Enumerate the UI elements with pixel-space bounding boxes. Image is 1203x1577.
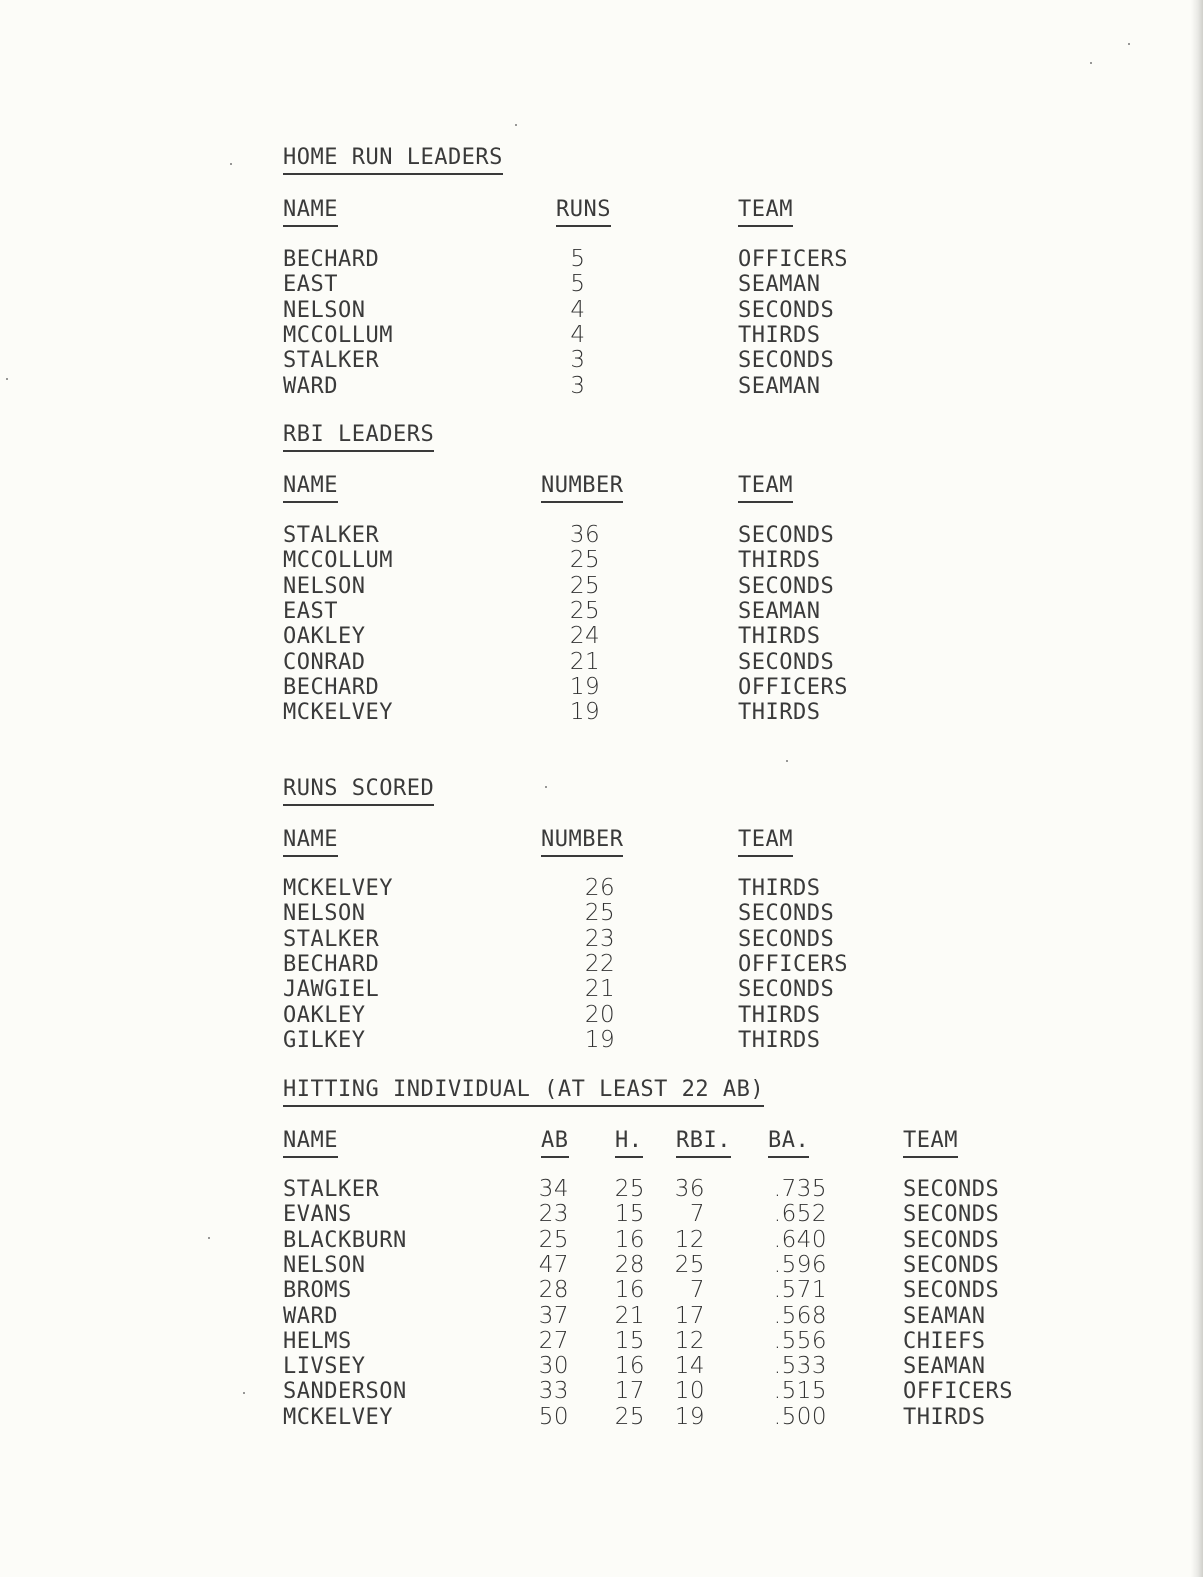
row-team: SECONDS [903, 1227, 1000, 1253]
row-rbi: 19 [674, 1403, 705, 1430]
row-ba: .640 [773, 1226, 827, 1253]
row-ba: .556 [773, 1327, 827, 1354]
row-team: SECONDS [738, 649, 835, 675]
row-name: EAST [283, 272, 338, 298]
row-value: 26 [584, 875, 616, 901]
row-team: SECONDS [903, 1202, 1000, 1228]
row-ab: 28 [538, 1277, 569, 1304]
column-header-h: H. [615, 1128, 643, 1158]
row-ba: .515 [773, 1378, 827, 1405]
row-team: SECONDS [738, 297, 835, 323]
row-value: 5 [570, 246, 586, 272]
row-name: MCKELVEY [283, 1404, 393, 1430]
row-team: SEAMAN [903, 1354, 986, 1380]
row-value: 4 [570, 296, 586, 323]
row-team: SECONDS [738, 926, 835, 952]
row-rbi: 10 [674, 1378, 705, 1405]
row-value: 3 [570, 347, 586, 374]
row-name: JAWGIEL [283, 977, 380, 1003]
row-value: 4 [570, 321, 586, 348]
row-rbi: 36 [674, 1176, 705, 1202]
row-team: THIRDS [903, 1404, 986, 1430]
row-h: 16 [614, 1226, 645, 1253]
row-name: STALKER [283, 1177, 380, 1202]
row-team: SECONDS [738, 573, 835, 599]
row-name: BECHARD [283, 951, 380, 977]
speck [515, 124, 517, 126]
row-value: 3 [570, 372, 586, 399]
row-ba: .735 [773, 1176, 827, 1202]
hitting-title: HITTING INDIVIDUAL (AT LEAST 22 AB) [283, 1077, 764, 1107]
row-ba: .568 [773, 1302, 827, 1329]
row-value: 19 [584, 1026, 616, 1053]
row-name: NELSON [283, 901, 366, 927]
row-team: SEAMAN [903, 1303, 986, 1329]
row-h: 21 [614, 1302, 645, 1329]
home-run-title: HOME RUN LEADERS [283, 145, 503, 175]
row-team: THIRDS [738, 876, 821, 901]
row-value: 21 [569, 648, 601, 675]
row-team: CHIEFS [903, 1328, 986, 1354]
row-value: 19 [569, 699, 601, 726]
row-value: 25 [569, 572, 601, 599]
row-ab: 37 [538, 1302, 569, 1329]
row-ab: 34 [538, 1176, 569, 1202]
row-ba: .533 [773, 1353, 827, 1380]
column-header-ab: AB [541, 1128, 569, 1158]
row-name: EVANS [283, 1202, 352, 1228]
row-team: THIRDS [738, 548, 821, 574]
column-header-team: TEAM [738, 473, 793, 503]
row-value: 23 [584, 925, 616, 952]
row-name: OAKLEY [283, 1002, 366, 1028]
row-name: MCCOLLUM [283, 322, 393, 348]
row-name: NELSON [283, 297, 366, 323]
row-value: 36 [569, 522, 601, 548]
row-name: SANDERSON [283, 1379, 407, 1405]
column-header-value: NUMBER [541, 473, 623, 503]
row-team: OFFICERS [903, 1379, 1013, 1405]
speck [6, 378, 8, 380]
row-h: 25 [614, 1403, 645, 1430]
row-ab: 47 [538, 1251, 569, 1278]
row-value: 25 [584, 900, 616, 927]
row-rbi: 25 [674, 1251, 705, 1278]
row-name: OAKLEY [283, 624, 366, 650]
row-name: HELMS [283, 1328, 352, 1354]
row-name: MCKELVEY [283, 876, 393, 901]
column-header-value: NUMBER [541, 827, 623, 857]
row-value: 5 [570, 271, 586, 298]
column-header-name: NAME [283, 197, 338, 227]
column-header-ba: BA. [768, 1128, 809, 1158]
row-ab: 33 [538, 1378, 569, 1405]
row-team: SECONDS [738, 901, 835, 927]
speck [243, 1392, 245, 1394]
row-team: THIRDS [738, 1002, 821, 1028]
row-value: 22 [584, 950, 616, 977]
row-ab: 50 [538, 1403, 569, 1430]
row-ab: 27 [538, 1327, 569, 1354]
row-name: STALKER [283, 523, 380, 548]
speck [1128, 43, 1130, 45]
row-h: 17 [614, 1378, 645, 1405]
row-team: SECONDS [903, 1252, 1000, 1278]
row-h: 16 [614, 1277, 645, 1304]
row-name: BECHARD [283, 247, 380, 272]
row-rbi: 7 [689, 1201, 705, 1228]
row-team: SEAMAN [738, 598, 821, 624]
row-ab: 30 [538, 1353, 569, 1380]
runs-scored-title: RUNS SCORED [283, 776, 434, 806]
row-name: BLACKBURN [283, 1227, 407, 1253]
row-team: SEAMAN [738, 373, 821, 399]
column-header-value: RUNS [556, 197, 611, 227]
row-team: SEAMAN [738, 272, 821, 298]
row-ba: .571 [773, 1277, 827, 1304]
row-team: OFFICERS [738, 951, 848, 977]
row-h: 15 [614, 1201, 645, 1228]
row-name: CONRAD [283, 649, 366, 675]
row-name: STALKER [283, 348, 380, 374]
column-header-team: TEAM [738, 197, 793, 227]
row-name: STALKER [283, 926, 380, 952]
row-name: EAST [283, 598, 338, 624]
row-rbi: 14 [674, 1353, 705, 1380]
row-name: BROMS [283, 1278, 352, 1304]
row-value: 25 [569, 547, 601, 574]
row-team: THIRDS [738, 700, 821, 726]
row-name: LIVSEY [283, 1354, 366, 1380]
speck [545, 786, 547, 788]
row-team: THIRDS [738, 322, 821, 348]
row-team: SECONDS [903, 1177, 1000, 1202]
row-team: SECONDS [738, 977, 835, 1003]
row-ba: .652 [773, 1201, 827, 1228]
row-rbi: 17 [674, 1302, 705, 1329]
row-name: NELSON [283, 1252, 366, 1278]
row-name: WARD [283, 373, 338, 399]
column-header-rbi: RBI. [676, 1128, 731, 1158]
row-team: OFFICERS [738, 674, 848, 700]
row-name: MCKELVEY [283, 700, 393, 726]
row-ab: 23 [538, 1201, 569, 1228]
row-ba: .500 [773, 1403, 827, 1430]
speck [786, 760, 788, 762]
row-ba: .596 [773, 1251, 827, 1278]
row-h: 16 [614, 1353, 645, 1380]
row-team: SECONDS [738, 523, 835, 548]
row-name: NELSON [283, 573, 366, 599]
row-ab: 25 [538, 1226, 569, 1253]
row-team: SECONDS [903, 1278, 1000, 1304]
row-value: 24 [569, 623, 601, 650]
row-value: 21 [584, 976, 616, 1003]
row-team: SECONDS [738, 348, 835, 374]
speck [1090, 62, 1092, 64]
row-rbi: 12 [674, 1226, 705, 1253]
speck [208, 1237, 210, 1239]
paper-edge [1191, 0, 1203, 1577]
row-rbi: 12 [674, 1327, 705, 1354]
row-team: OFFICERS [738, 247, 848, 272]
row-team: THIRDS [738, 1027, 821, 1053]
row-name: WARD [283, 1303, 338, 1329]
column-header-team: TEAM [903, 1128, 958, 1158]
column-header-name: NAME [283, 827, 338, 857]
speck [230, 163, 232, 165]
row-value: 20 [584, 1001, 616, 1028]
row-h: 28 [614, 1251, 645, 1278]
rbi-title: RBI LEADERS [283, 422, 434, 452]
row-rbi: 7 [689, 1277, 705, 1304]
row-h: 25 [614, 1176, 645, 1202]
row-name: MCCOLLUM [283, 548, 393, 574]
column-header-name: NAME [283, 473, 338, 503]
row-h: 15 [614, 1327, 645, 1354]
row-team: THIRDS [738, 624, 821, 650]
row-value: 25 [569, 597, 601, 624]
column-header-name: NAME [283, 1128, 338, 1158]
row-name: GILKEY [283, 1027, 366, 1053]
row-name: BECHARD [283, 674, 380, 700]
column-header-team: TEAM [738, 827, 793, 857]
row-value: 19 [569, 673, 601, 700]
